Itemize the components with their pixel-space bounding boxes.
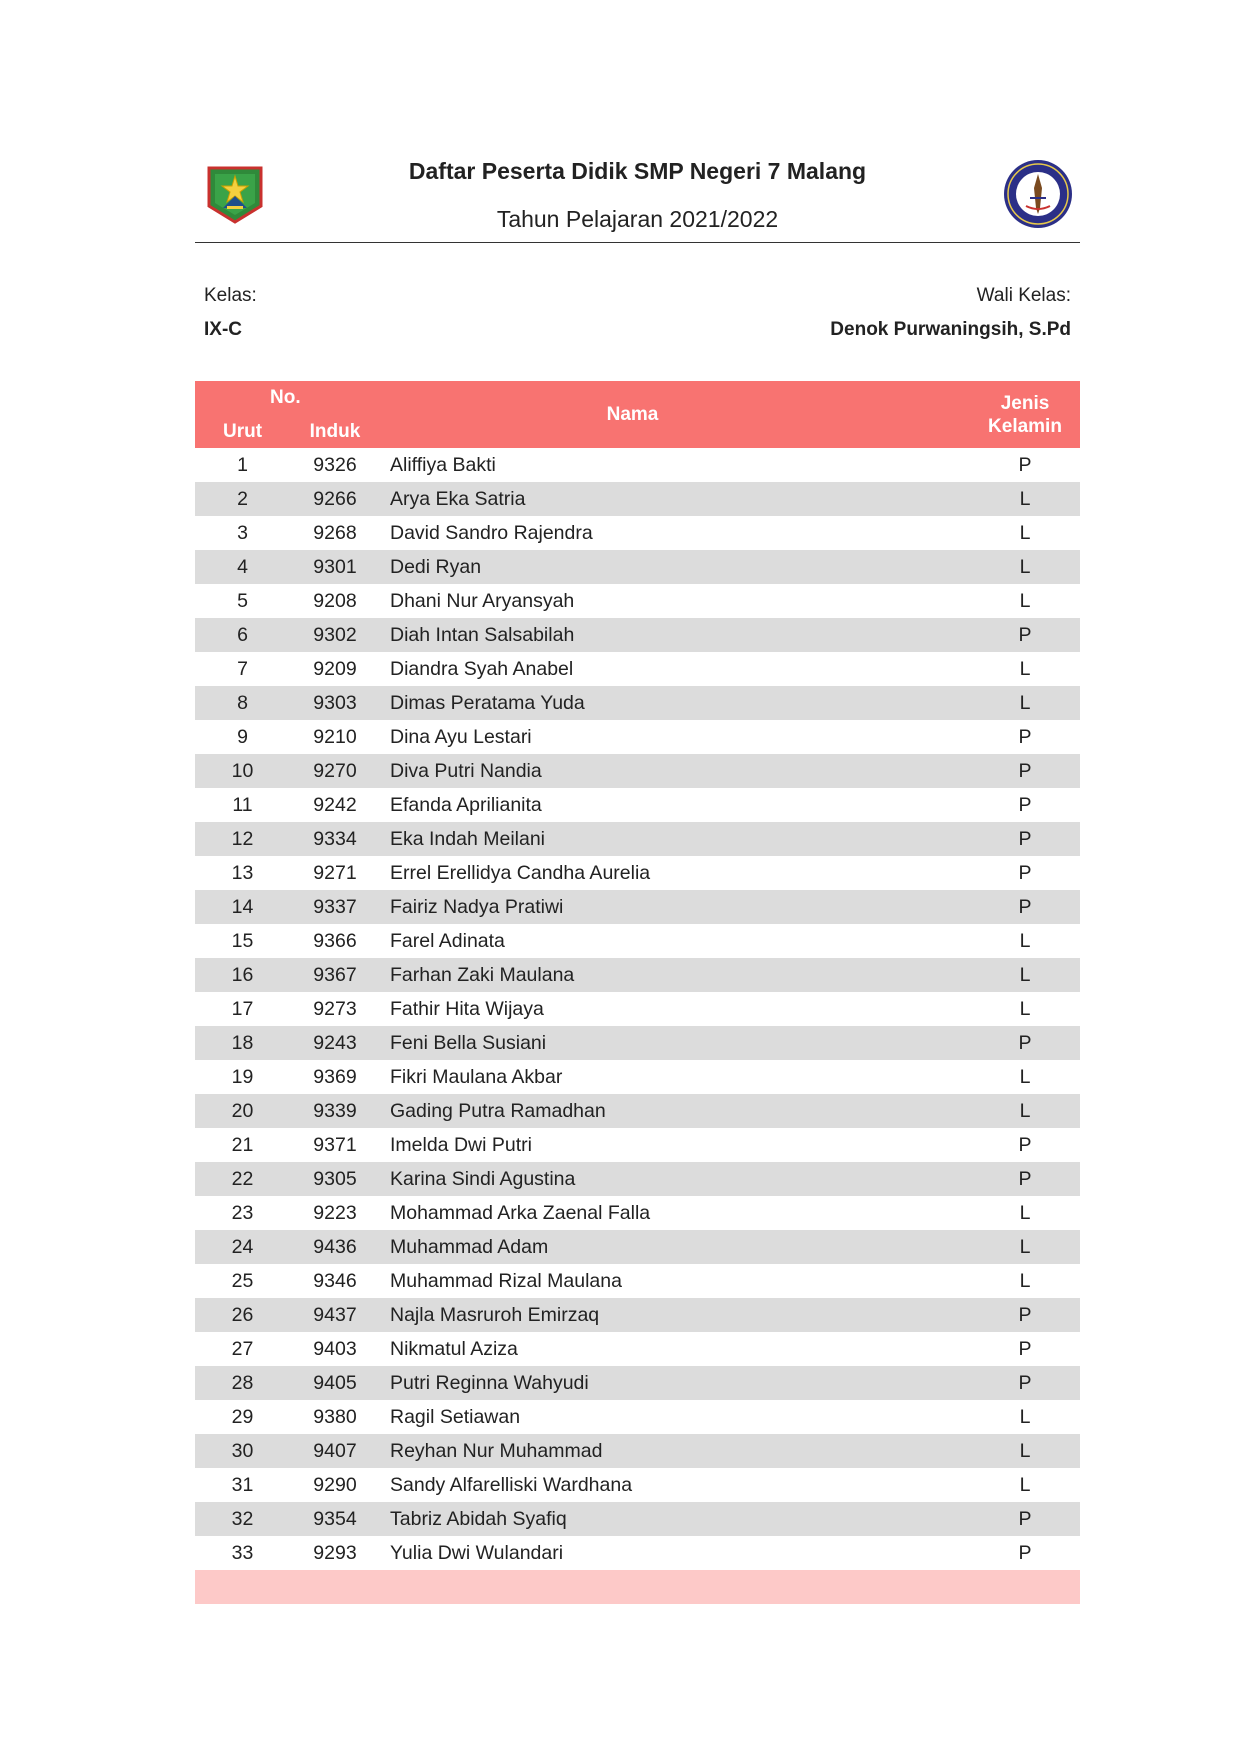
cell-jenis-kelamin: L	[1019, 1406, 1031, 1428]
cell-nama: Farhan Zaki Maulana	[390, 964, 575, 986]
table-row	[195, 720, 1080, 754]
cell-nama: Arya Eka Satria	[390, 488, 526, 510]
cell-urut: 15	[231, 930, 254, 952]
page-subtitle: Tahun Pelajaran 2021/2022	[496, 206, 779, 232]
cell-induk: 9290	[313, 1474, 357, 1496]
table-row	[195, 516, 1080, 550]
cell-urut: 24	[231, 1236, 254, 1258]
cell-induk: 9405	[313, 1372, 357, 1394]
homeroom-teacher-label: Wali Kelas:	[976, 285, 1071, 306]
cell-induk: 9334	[313, 828, 357, 850]
table-row	[195, 1400, 1080, 1434]
cell-induk: 9293	[313, 1542, 357, 1564]
cell-nama: Sandy Alfarelliski Wardhana	[390, 1474, 633, 1496]
cell-nama: Eka Indah Meilani	[390, 828, 546, 850]
cell-nama: Karina Sindi Agustina	[390, 1168, 576, 1190]
cell-urut: 19	[231, 1066, 254, 1088]
cell-induk: 9270	[313, 760, 357, 782]
cell-urut: 11	[232, 794, 253, 816]
cell-urut: 28	[231, 1372, 254, 1394]
cell-nama: Fikri Maulana Akbar	[390, 1066, 563, 1088]
cell-jenis-kelamin: L	[1019, 692, 1031, 714]
cell-induk: 9209	[313, 658, 357, 680]
cell-urut: 10	[231, 760, 254, 782]
cell-urut: 16	[231, 964, 254, 986]
cell-induk: 9369	[313, 1066, 357, 1088]
cell-nama: Dedi Ryan	[390, 556, 482, 578]
cell-induk: 9271	[313, 862, 357, 884]
cell-induk: 9266	[313, 488, 357, 510]
cell-urut: 6	[237, 624, 248, 646]
table-row	[195, 482, 1080, 516]
cell-nama: Diandra Syah Anabel	[390, 658, 574, 680]
cell-urut: 25	[231, 1270, 254, 1292]
cell-induk: 9354	[313, 1508, 357, 1530]
cell-jenis-kelamin: L	[1019, 658, 1031, 680]
cell-urut: 8	[237, 692, 248, 714]
table-row	[195, 1230, 1080, 1264]
header-induk: Induk	[309, 421, 361, 442]
cell-nama: Feni Bella Susiani	[390, 1032, 547, 1054]
cell-induk: 9303	[313, 692, 357, 714]
header-urut: Urut	[222, 421, 263, 442]
table-row	[195, 1264, 1080, 1298]
table-row	[195, 1094, 1080, 1128]
cell-induk: 9301	[313, 556, 357, 578]
cell-urut: 5	[237, 590, 248, 612]
cell-induk: 9302	[313, 624, 357, 646]
page-title: Daftar Peserta Didik SMP Negeri 7 Malang	[408, 158, 867, 184]
cell-jenis-kelamin: P	[1018, 726, 1032, 748]
cell-induk: 9380	[313, 1406, 357, 1428]
table-row	[195, 992, 1080, 1026]
table-row	[195, 856, 1080, 890]
cell-urut: 7	[237, 658, 248, 680]
table-row	[195, 958, 1080, 992]
cell-jenis-kelamin: P	[1018, 1032, 1032, 1054]
document-header	[195, 150, 1080, 243]
cell-nama: Dhani Nur Aryansyah	[390, 590, 575, 612]
cell-nama: Fairiz Nadya Pratiwi	[390, 896, 564, 918]
table-row	[195, 1332, 1080, 1366]
header-jenis-line1: Jenis	[1000, 393, 1050, 414]
table-row	[195, 1060, 1080, 1094]
cell-induk: 9326	[313, 454, 357, 476]
cell-jenis-kelamin: L	[1019, 1236, 1031, 1258]
header-no: No.	[270, 387, 301, 408]
cell-nama: Efanda Aprilianita	[390, 794, 542, 816]
cell-jenis-kelamin: L	[1019, 522, 1031, 544]
table-row	[195, 1128, 1080, 1162]
table-row	[195, 1536, 1080, 1570]
table-row	[195, 1162, 1080, 1196]
cell-induk: 9305	[313, 1168, 357, 1190]
cell-induk: 9242	[313, 794, 357, 816]
cell-urut: 13	[231, 862, 254, 884]
table-footer-bar	[195, 1570, 1080, 1604]
cell-jenis-kelamin: P	[1018, 1304, 1032, 1326]
table-row	[195, 1298, 1080, 1332]
cell-urut: 17	[231, 998, 254, 1020]
cell-nama: Errel Erellidya Candha Aurelia	[390, 862, 651, 884]
cell-nama: Imelda Dwi Putri	[390, 1134, 532, 1156]
table-row	[195, 822, 1080, 856]
cell-nama: Putri Reginna Wahyudi	[390, 1372, 589, 1394]
cell-urut: 12	[231, 828, 254, 850]
cell-nama: Tabriz Abidah Syafiq	[390, 1508, 567, 1530]
class-info	[204, 285, 257, 341]
cell-jenis-kelamin: P	[1018, 1338, 1032, 1360]
header-jenis-kelamin	[975, 392, 1075, 438]
cell-urut: 30	[231, 1440, 254, 1462]
cell-jenis-kelamin: P	[1018, 760, 1032, 782]
cell-jenis-kelamin: L	[1019, 1270, 1031, 1292]
header-jenis-line2: Kelamin	[988, 416, 1062, 437]
cell-induk: 9208	[313, 590, 357, 612]
table-body	[195, 448, 1080, 1570]
table-row	[195, 448, 1080, 482]
homeroom-teacher-value: Denok Purwaningsih, S.Pd	[830, 319, 1071, 340]
table-row	[195, 1502, 1080, 1536]
cell-induk: 9367	[313, 964, 357, 986]
cell-jenis-kelamin: P	[1018, 896, 1032, 918]
cell-jenis-kelamin: L	[1019, 964, 1031, 986]
cell-nama: Reyhan Nur Muhammad	[390, 1440, 603, 1462]
cell-nama: Aliffiya Bakti	[390, 454, 496, 476]
cell-nama: Farel Adinata	[390, 930, 505, 952]
cell-induk: 9366	[313, 930, 357, 952]
cell-urut: 21	[231, 1134, 254, 1156]
cell-urut: 31	[231, 1474, 254, 1496]
cell-urut: 1	[237, 454, 248, 476]
cell-induk: 9339	[313, 1100, 357, 1122]
cell-jenis-kelamin: P	[1018, 794, 1032, 816]
cell-urut: 14	[231, 896, 254, 918]
cell-jenis-kelamin: P	[1018, 862, 1032, 884]
cell-nama: Mohammad Arka Zaenal Falla	[390, 1202, 651, 1224]
cell-urut: 23	[231, 1202, 254, 1224]
school-badge-icon	[1002, 158, 1074, 230]
cell-nama: Fathir Hita Wijaya	[390, 998, 544, 1020]
cell-jenis-kelamin: L	[1019, 1066, 1031, 1088]
table-row	[195, 890, 1080, 924]
cell-urut: 33	[231, 1542, 254, 1564]
cell-nama: Muhammad Rizal Maulana	[390, 1270, 622, 1292]
cell-urut: 4	[237, 556, 248, 578]
cell-jenis-kelamin: L	[1019, 1100, 1031, 1122]
homeroom-teacher-info	[830, 285, 1071, 341]
cell-induk: 9210	[313, 726, 357, 748]
cell-jenis-kelamin: P	[1018, 828, 1032, 850]
cell-induk: 9268	[313, 522, 357, 544]
table-row	[195, 924, 1080, 958]
table-row	[195, 652, 1080, 686]
table-row	[195, 686, 1080, 720]
student-table	[195, 381, 1080, 1604]
class-label: Kelas:	[204, 285, 257, 306]
table-row	[195, 788, 1080, 822]
cell-jenis-kelamin: P	[1018, 624, 1032, 646]
header-nama: Nama	[606, 404, 659, 425]
cell-nama: Muhammad Adam	[390, 1236, 549, 1258]
cell-urut: 29	[231, 1406, 254, 1428]
cell-nama: David Sandro Rajendra	[390, 522, 593, 544]
cell-induk: 9436	[313, 1236, 357, 1258]
cell-jenis-kelamin: P	[1018, 1542, 1032, 1564]
cell-induk: 9337	[313, 896, 357, 918]
table-row	[195, 550, 1080, 584]
table-header	[195, 381, 1080, 448]
cell-jenis-kelamin: P	[1018, 1168, 1032, 1190]
table-row	[195, 1026, 1080, 1060]
cell-urut: 20	[231, 1100, 254, 1122]
table-row	[195, 1434, 1080, 1468]
table-row	[195, 1468, 1080, 1502]
cell-jenis-kelamin: P	[1018, 1134, 1032, 1156]
cell-jenis-kelamin: L	[1019, 556, 1031, 578]
cell-jenis-kelamin: L	[1019, 1474, 1031, 1496]
cell-urut: 18	[231, 1032, 254, 1054]
cell-urut: 32	[231, 1508, 254, 1530]
cell-jenis-kelamin: L	[1019, 1440, 1031, 1462]
cell-induk: 9273	[313, 998, 357, 1020]
cell-urut: 9	[237, 726, 248, 748]
class-value: IX-C	[204, 319, 242, 340]
table-row	[195, 618, 1080, 652]
cell-jenis-kelamin: P	[1018, 1508, 1032, 1530]
cell-induk: 9223	[313, 1202, 357, 1224]
cell-jenis-kelamin: P	[1018, 1372, 1032, 1394]
cell-induk: 9407	[313, 1440, 357, 1462]
cell-nama: Yulia Dwi Wulandari	[390, 1542, 564, 1564]
cell-jenis-kelamin: L	[1019, 930, 1031, 952]
cell-nama: Najla Masruroh Emirzaq	[390, 1304, 600, 1326]
table-row	[195, 1196, 1080, 1230]
cell-nama: Diva Putri Nandia	[390, 760, 542, 782]
cell-jenis-kelamin: L	[1019, 998, 1031, 1020]
cell-jenis-kelamin: P	[1018, 454, 1032, 476]
table-row	[195, 1366, 1080, 1400]
cell-nama: Dina Ayu Lestari	[390, 726, 532, 748]
cell-induk: 9243	[313, 1032, 357, 1054]
table-row	[195, 584, 1080, 618]
cell-urut: 22	[231, 1168, 254, 1190]
cell-urut: 26	[231, 1304, 254, 1326]
cell-nama: Gading Putra Ramadhan	[390, 1100, 606, 1122]
cell-induk: 9437	[313, 1304, 357, 1326]
cell-induk: 9346	[313, 1270, 357, 1292]
cell-nama: Dimas Peratama Yuda	[390, 692, 585, 714]
cell-induk: 9371	[313, 1134, 357, 1156]
cell-jenis-kelamin: L	[1019, 1202, 1031, 1224]
cell-urut: 2	[237, 488, 248, 510]
cell-nama: Nikmatul Aziza	[390, 1338, 518, 1360]
cell-jenis-kelamin: L	[1019, 590, 1031, 612]
cell-jenis-kelamin: L	[1019, 488, 1031, 510]
table-row	[195, 754, 1080, 788]
cell-nama: Ragil Setiawan	[390, 1406, 521, 1428]
cell-urut: 3	[237, 522, 248, 544]
cell-induk: 9403	[313, 1338, 357, 1360]
cell-nama: Diah Intan Salsabilah	[390, 624, 575, 646]
cell-urut: 27	[231, 1338, 254, 1360]
